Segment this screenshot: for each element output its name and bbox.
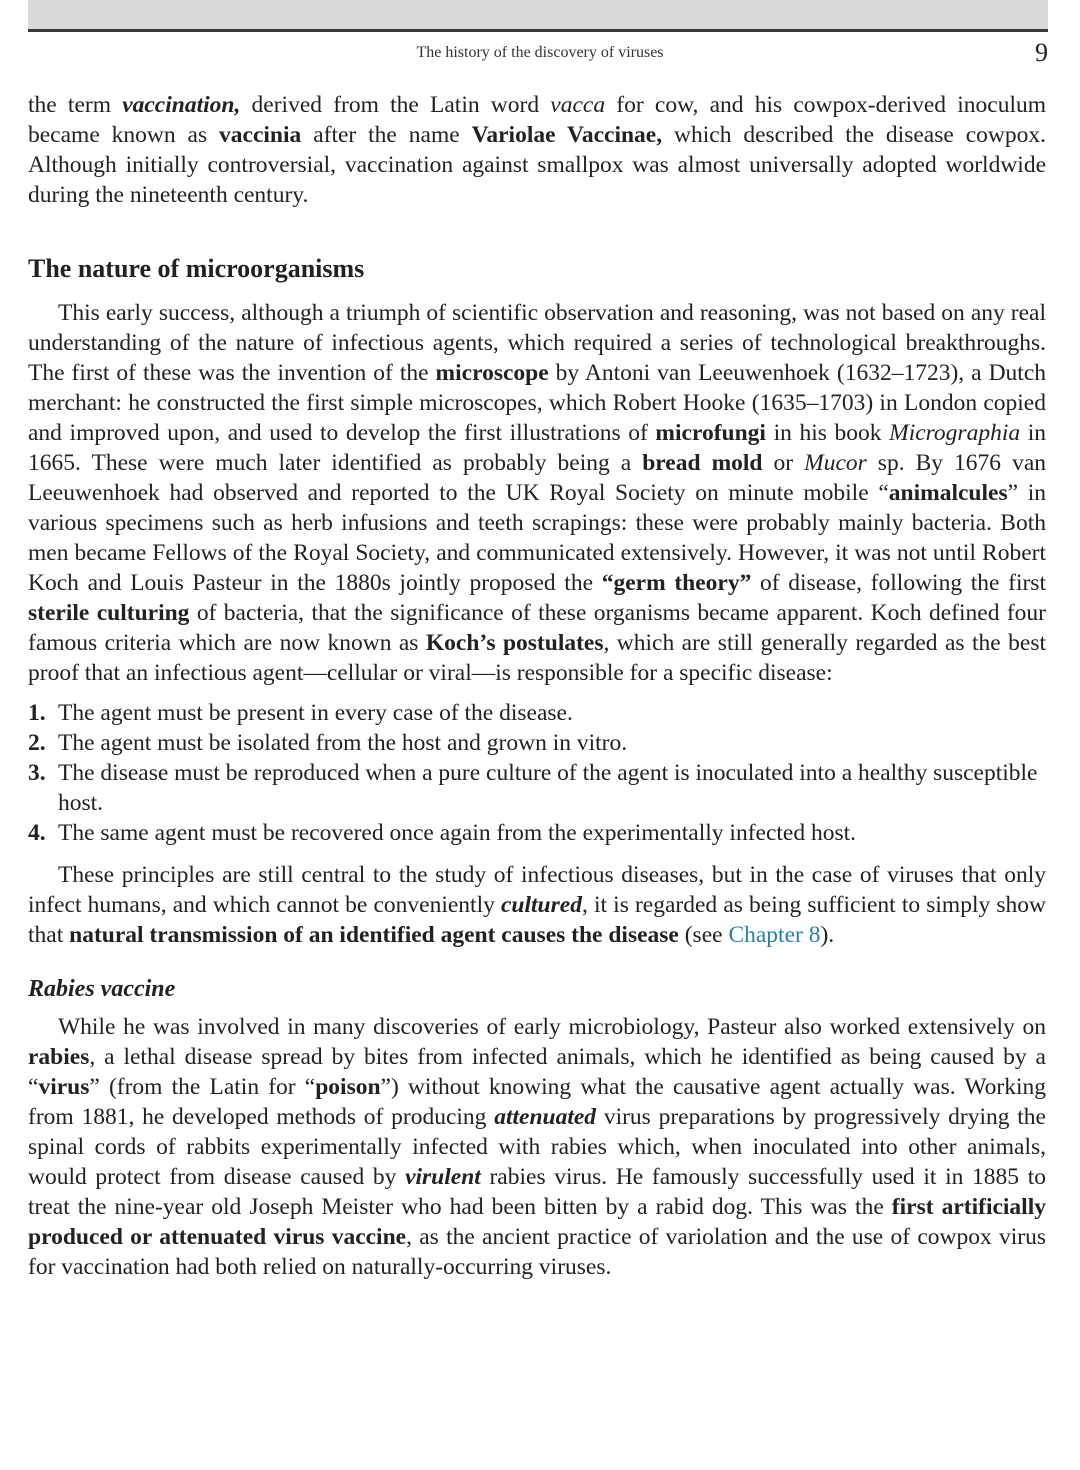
text-run: ” in various specimens such as herb infusions and teeth scrapings: these were probably mainly bacteria. Both men became Fellows of the Royal Society, and communicated extensively. However, it was not until Robert Koch and Louis Pasteur in the 1880s jointly proposed the [28, 480, 1046, 596]
text-run: of disease, following the first [751, 570, 1046, 596]
list-item [28, 818, 1046, 848]
term-germ-theory: “germ theory” [601, 570, 752, 596]
text-run: which described the disease cowpox. Although initially controversial, vaccination against smallpox was almost universally adopted worldwide during the nineteenth century. [28, 122, 1046, 208]
term-kochs-postulates: Koch’s postulates [425, 630, 604, 656]
text-run: ”) without knowing what the causative agent actually was. Working from 1881, he developed methods of producing [28, 1074, 1046, 1130]
term-first-attenuated-vaccine: first artificially produced or attenuated virus vaccine [28, 1194, 1046, 1250]
text-run: ). [820, 922, 835, 948]
term-attenuated: attenuated [494, 1104, 597, 1130]
text-run: or [762, 450, 805, 476]
nature-paragraph-2 [28, 860, 1046, 950]
text-run: , a lethal disease spread by bites from infected animals, which he identified as being caused by a “ [28, 1044, 1046, 1100]
term-rabies: rabies [28, 1044, 90, 1070]
term-microscope: microscope [435, 360, 549, 386]
text-run: in his book [765, 420, 890, 446]
term-animalcules: animalcules [888, 480, 1008, 506]
text-run: for cow, and his cowpox-derived inoculum became known as [28, 92, 1047, 148]
rabies-paragraph [28, 1012, 1046, 1282]
list-item [28, 728, 1046, 758]
term-vaccination: vaccination, [122, 92, 241, 118]
nature-paragraph-1 [28, 298, 1046, 688]
text-run: ” (from the Latin for “ [89, 1074, 316, 1100]
running-head-title: The history of the discovery of viruses [416, 44, 664, 61]
text-run: These principles are still central to the study of infectious diseases, but in the case of viruses that only infect humans, and which cannot be conveniently [28, 862, 1046, 918]
term-natural-transmission: natural transmission of an identified agent causes the disease [69, 922, 679, 948]
text-run: derived from the Latin word [240, 92, 551, 118]
header-rule [28, 29, 1048, 32]
term-microfungi: microfungi [655, 420, 766, 446]
book-title-micrographia: Micrographia [889, 420, 1021, 446]
intro-paragraph [28, 90, 1046, 210]
postulates-list [28, 698, 1046, 848]
list-number: 2. [28, 730, 46, 756]
chapter-8-link[interactable]: Chapter 8 [728, 922, 821, 948]
text-run: , it is regarded as being sufficient to simply show that [28, 892, 1046, 948]
text-run: , as the ancient practice of variolation and the use of cowpox virus for vaccination had both relied on naturally-occurring viruses. [28, 1224, 1047, 1280]
text-run: sp. By 1676 van Leeuwenhoek had observed and reported to the UK Royal Society on minute mobile “ [28, 450, 1047, 506]
term-mucor: Mucor [804, 450, 867, 476]
term-poison: poison [315, 1074, 381, 1100]
text-run: (see [678, 922, 729, 948]
term-vaccinia: vaccinia [219, 122, 302, 148]
list-number: 1. [28, 700, 46, 726]
list-number: 3. [28, 760, 46, 786]
text-run: virus preparations by progressively drying the spinal cords of rabbits experimentally infected with rabies which, when inoculated into other animals, would protect from disease caused by [28, 1104, 1046, 1190]
term-virus: virus [38, 1074, 90, 1100]
text-run: While he was involved in many discoveries of early microbiology, Pasteur also worked extensively on [58, 1014, 1046, 1040]
text-run: of bacteria, that the significance of these organisms became apparent. Koch defined four famous criteria which are now known as [28, 600, 1046, 656]
term-cultured: cultured [501, 892, 582, 918]
list-item-text: The agent must be isolated from the host and grown in vitro. [58, 730, 628, 756]
list-item-text: The same agent must be recovered once again from the experimentally infected host. [58, 820, 857, 846]
list-item [28, 698, 1046, 728]
term-variolae-vaccinae: Variolae Vaccinae, [471, 122, 663, 148]
term-sterile-culturing: sterile culturing [28, 600, 190, 626]
header-band [28, 0, 1048, 29]
text-run: This early success, although a triumph of scientific observation and reasoning, was not based on any real understanding of the nature of infectious agents, which required a series of technological breakthroughs. The first of these was the invention of the [28, 300, 1046, 386]
term-virulent: virulent [405, 1164, 481, 1190]
text-run: by Antoni van Leeuwenhoek (1632–1723), a Dutch merchant: he constructed the first simple microscopes, which Robert Hooke (1635–1703) in London copied and improved upon, and used to develop the first illustrations of [28, 360, 1046, 446]
page-number: 9 [1035, 38, 1048, 67]
list-item [28, 758, 1046, 818]
section-heading-rabies: Rabies vaccine [28, 976, 176, 1002]
list-number: 4. [28, 820, 46, 846]
text-run: the term [28, 92, 123, 118]
text-run: rabies virus. He famously successfully used it in 1885 to treat the nine-year old Joseph Meister who had been bitten by a rabid dog. This was the [28, 1164, 1046, 1220]
page-content [28, 90, 1046, 1282]
text-run: in 1665. These were much later identified as probably being a [28, 420, 1047, 476]
list-item-text: The agent must be present in every case of the disease. [58, 700, 573, 726]
term-bread-mold: bread mold [642, 450, 763, 476]
text-run: after the name [301, 122, 472, 148]
list-item-text: The disease must be reproduced when a pure culture of the agent is inoculated into a healthy susceptible host. [58, 760, 1038, 816]
term-vacca: vacca [550, 92, 606, 118]
text-run: , which are still generally regarded as the best proof that an infectious agent—cellular or viral—is responsible for a specific disease: [28, 630, 1046, 686]
section-heading-nature: The nature of microorganisms [28, 254, 365, 283]
